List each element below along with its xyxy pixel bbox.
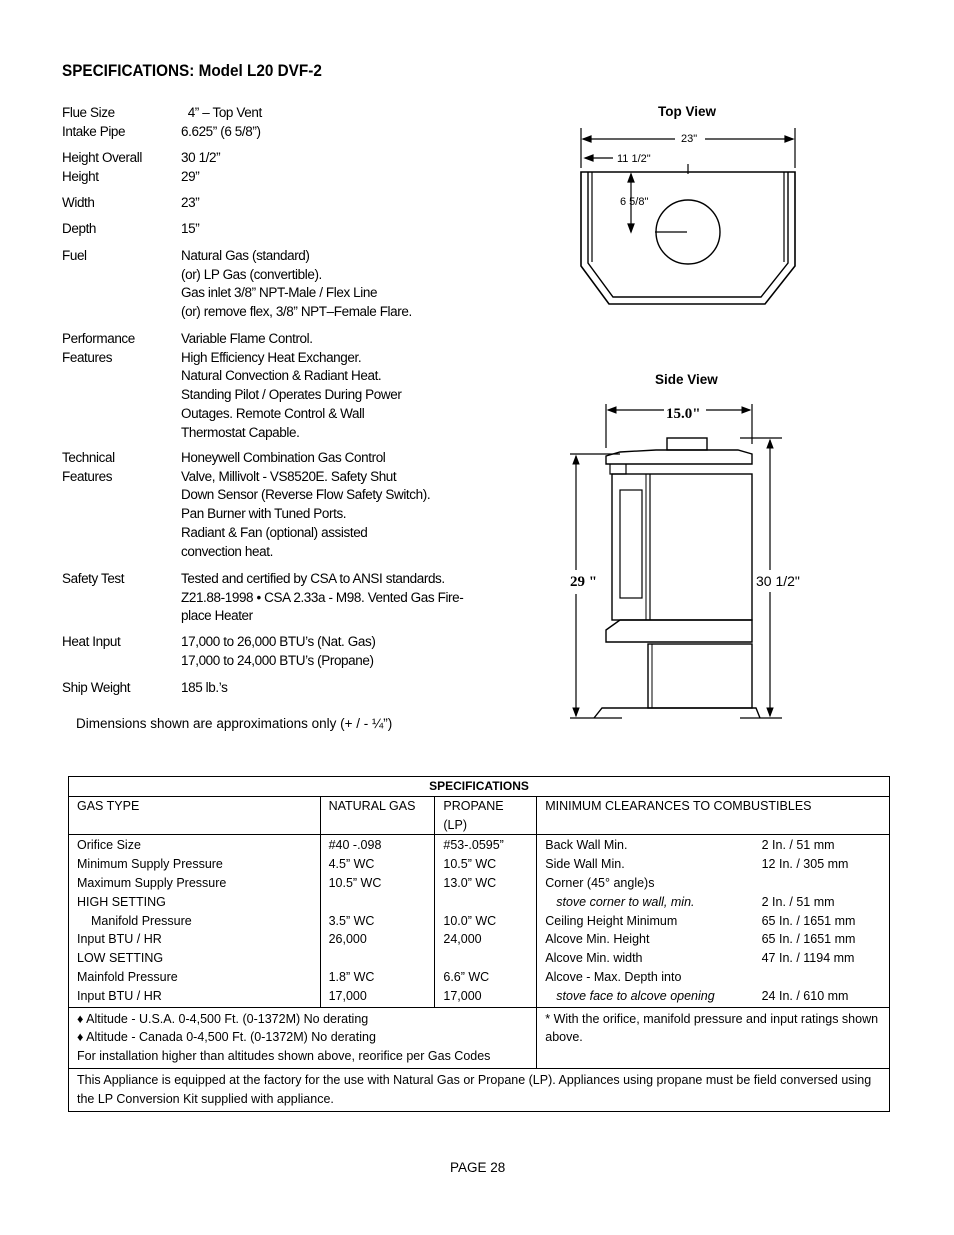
spec-value-line: Pan Burner with Tuned Ports. xyxy=(181,506,347,522)
table-cell-line: stove face to alcove opening xyxy=(556,988,715,1003)
specifications-table xyxy=(68,776,890,1112)
table-cell-line xyxy=(443,893,528,912)
spec-label-line: Safety Test xyxy=(62,571,125,586)
table-cell-line xyxy=(329,893,427,912)
spec-value-line: convection heat. xyxy=(181,543,273,559)
table-cell-line: 17,000 xyxy=(443,988,482,1003)
propane-column xyxy=(435,835,537,1007)
spec-value-line: Gas inlet 3/8” NPT-Male / Flex Line xyxy=(181,285,378,301)
page-number: PAGE 28 xyxy=(450,1160,506,1175)
spec-value-line: Natural Gas (standard) xyxy=(181,248,310,263)
spec-value-line: 185 lb.’s xyxy=(181,680,228,695)
spec-value-line: Tested and certified by CSA to ANSI standards. xyxy=(181,571,445,586)
spec-value-line: Honeywell Combination Gas Control xyxy=(181,450,386,465)
table-cell-line: Input BTU / HR xyxy=(77,988,162,1003)
spec-value xyxy=(181,570,481,626)
table-cell-line: Alcove Min. Height xyxy=(545,932,650,947)
spec-label xyxy=(62,633,177,652)
table-cell-line: 26,000 xyxy=(328,932,367,947)
factory-note: This Appliance is equipped at the factory for the use with Natural Gas or Propane (LP). Appliances using propane must be field conversed using the LP Conversion Kit supplied with appliance. xyxy=(69,1068,890,1111)
spec-label-line: Width xyxy=(62,195,95,210)
spec-label xyxy=(62,449,177,486)
spec-value xyxy=(181,330,481,442)
table-cell-line: 6.6” WC xyxy=(443,969,490,984)
table-cell-line: HIGH SETTING xyxy=(77,894,166,909)
spec-label xyxy=(62,149,177,186)
clearance-column xyxy=(537,835,754,1007)
spec-value-line: Down Sensor (Reverse Flow Safety Switch). xyxy=(181,487,431,503)
spec-label-line: Height xyxy=(62,168,99,184)
table-cell-line: 12 In. / 305 mm xyxy=(761,857,849,872)
top-view-half-dim: 11 1/2" xyxy=(617,153,651,165)
header-natural-gas: NATURAL GAS xyxy=(320,796,435,835)
spec-label-line: Intake Pipe xyxy=(62,123,126,139)
table-cell-line: Corner (45° angle)s xyxy=(545,875,655,890)
table-cell-line: 10.5” WC xyxy=(443,857,497,872)
altitude-line: ♦ Altitude - Canada 0-4,500 Ft. (0-1372M) No derating xyxy=(77,1030,376,1045)
spec-value-line: 15” xyxy=(181,221,200,236)
spec-value-line: 17,000 to 24,000 BTU’s (Propane) xyxy=(181,652,374,668)
spec-value-line: Radiant & Fan (optional) assisted xyxy=(181,524,368,540)
spec-label-line: Features xyxy=(62,349,113,365)
spec-value-line: Thermostat Capable. xyxy=(181,424,300,440)
top-view-depth-dim: 6 5/8" xyxy=(620,196,649,208)
table-cell-line: Input BTU / HR xyxy=(77,932,162,947)
spec-value xyxy=(181,220,481,239)
table-cell-line: #40 -.098 xyxy=(328,838,382,853)
altitude-line: ♦ Altitude - U.S.A. 0-4,500 Ft. (0-1372M) No derating xyxy=(77,1011,369,1026)
table-cell-line: Maximum Supply Pressure xyxy=(77,875,227,890)
table-cell-line: 24 In. / 610 mm xyxy=(761,988,849,1003)
spec-label-line: Technical xyxy=(62,450,115,465)
spec-value-line: 4” – Top Vent xyxy=(181,105,262,120)
spec-label-line: Depth xyxy=(62,221,97,236)
altitude-line: For installation higher than altitudes shown above, reorifice per Gas Codes xyxy=(77,1049,491,1064)
table-cell-line: Alcove - Max. Depth into xyxy=(545,969,682,984)
table-cell-line xyxy=(762,874,881,893)
table-cell-line: 65 In. / 1651 mm xyxy=(761,913,856,928)
spec-label xyxy=(62,194,177,213)
spec-label-line: Fuel xyxy=(62,248,87,263)
table-cell-line: 3.5” WC xyxy=(328,913,375,928)
spec-value xyxy=(181,104,481,141)
table-cell-line: LOW SETTING xyxy=(77,951,164,966)
spec-label xyxy=(62,570,177,589)
table-cell-line: Side Wall Min. xyxy=(545,857,625,872)
spec-value-line: 30 1/2” xyxy=(181,150,221,165)
table-cell-line: 10.5” WC xyxy=(328,875,382,890)
spec-value xyxy=(181,194,481,213)
table-cell-line: Back Wall Min. xyxy=(545,838,628,853)
spec-value xyxy=(181,449,481,561)
spec-label xyxy=(62,330,177,367)
altitude-notes xyxy=(69,1007,537,1068)
spec-label-line: Heat Input xyxy=(62,634,121,649)
spec-value-line: Valve, Millivolt - VS8520E. Safety Shut xyxy=(181,468,397,484)
spec-value-line: Variable Flame Control. xyxy=(181,331,313,346)
table-cell-line: #53-.0595” xyxy=(443,838,504,853)
natural-gas-column xyxy=(320,835,435,1007)
header-gas-type: GAS TYPE xyxy=(69,796,321,835)
table-cell-line: 47 In. / 1194 mm xyxy=(761,951,855,966)
spec-label xyxy=(62,679,177,698)
spec-value-line: 17,000 to 26,000 BTU’s (Nat. Gas) xyxy=(181,634,376,649)
spec-label-line: Features xyxy=(62,468,113,484)
spec-label-line: Ship Weight xyxy=(62,680,131,695)
spec-value-line: Outages. Remote Control & Wall xyxy=(181,405,365,421)
spec-value xyxy=(181,149,481,186)
table-cell-line: Manifold Pressure xyxy=(91,913,192,928)
table-title: SPECIFICATIONS xyxy=(69,777,890,797)
spec-value xyxy=(181,679,481,698)
table-cell-line: 65 In. / 1651 mm xyxy=(761,932,856,947)
table-cell-line: 2 In. / 51 mm xyxy=(761,894,835,909)
spec-label xyxy=(62,247,177,266)
side-view-overall-dim: 30 1/2" xyxy=(756,573,800,589)
table-cell-line: 2 In. / 51 mm xyxy=(761,838,835,853)
page-title: SPECIFICATIONS: Model L20 DVF-2 xyxy=(62,61,322,80)
side-view-label: Side View xyxy=(655,372,718,387)
spec-value xyxy=(181,633,481,670)
side-view-diagram xyxy=(560,398,810,723)
spec-value xyxy=(181,247,481,322)
table-cell-line: 1.8” WC xyxy=(328,969,375,984)
table-cell-line: Ceiling Height Minimum xyxy=(545,913,678,928)
spec-value-line: Natural Convection & Radiant Heat. xyxy=(181,368,382,384)
table-cell-line xyxy=(443,949,528,968)
clearance-value-column xyxy=(754,835,890,1007)
top-view-diagram xyxy=(575,124,805,324)
top-view-width-dim: 23" xyxy=(681,133,698,145)
spec-value-line: place Heater xyxy=(181,608,253,624)
table-cell-line: 10.0” WC xyxy=(443,913,497,928)
header-propane: PROPANE (LP) xyxy=(435,796,537,835)
spec-value-line: 29” xyxy=(181,168,200,184)
table-cell-line: 4.5” WC xyxy=(328,857,375,872)
spec-label xyxy=(62,220,177,239)
spec-value-line: High Efficiency Heat Exchanger. xyxy=(181,349,362,365)
table-cell-line: 24,000 xyxy=(443,932,482,947)
spec-label-line: Height Overall xyxy=(62,150,142,165)
side-view-height-dim: 29 " xyxy=(570,574,598,590)
spec-label-line: Flue Size xyxy=(62,105,115,120)
spec-value-line: (or) remove flex, 3/8” NPT–Female Flare. xyxy=(181,304,412,320)
table-cell-line: Alcove Min. width xyxy=(545,951,643,966)
table-cell-line: stove corner to wall, min. xyxy=(556,894,695,909)
spec-label-line: Performance xyxy=(62,331,135,346)
side-view-depth-dim: 15.0" xyxy=(666,406,701,422)
spec-label xyxy=(62,104,177,141)
dimensions-note: Dimensions shown are approximations only (+ / - ¼”) xyxy=(76,716,393,731)
table-cell-line: 17,000 xyxy=(328,988,367,1003)
table-cell-line: Mainfold Pressure xyxy=(77,969,178,984)
gas-type-column xyxy=(69,835,321,1007)
top-view-label: Top View xyxy=(658,104,717,119)
table-cell-line: Minimum Supply Pressure xyxy=(77,857,223,872)
table-cell-line xyxy=(762,968,881,987)
spec-value-line: 23” xyxy=(181,195,200,210)
asterisk-note: * With the orifice, manifold pressure and input ratings shown above. xyxy=(537,1007,890,1068)
spec-value-line: Standing Pilot / Operates During Power xyxy=(181,387,402,403)
table-cell-line: 13.0” WC xyxy=(443,875,497,890)
spec-value-line: Z21.88-1998 • CSA 2.33a - M98. Vented Gas Fire- xyxy=(181,589,464,605)
spec-value-line: 6.625” (6 5/8”) xyxy=(181,123,261,139)
table-cell-line: Orifice Size xyxy=(77,838,141,853)
spec-value-line: (or) LP Gas (convertible). xyxy=(181,266,322,282)
table-cell-line xyxy=(329,949,427,968)
header-clearances: MINIMUM CLEARANCES TO COMBUSTIBLES xyxy=(537,796,890,835)
